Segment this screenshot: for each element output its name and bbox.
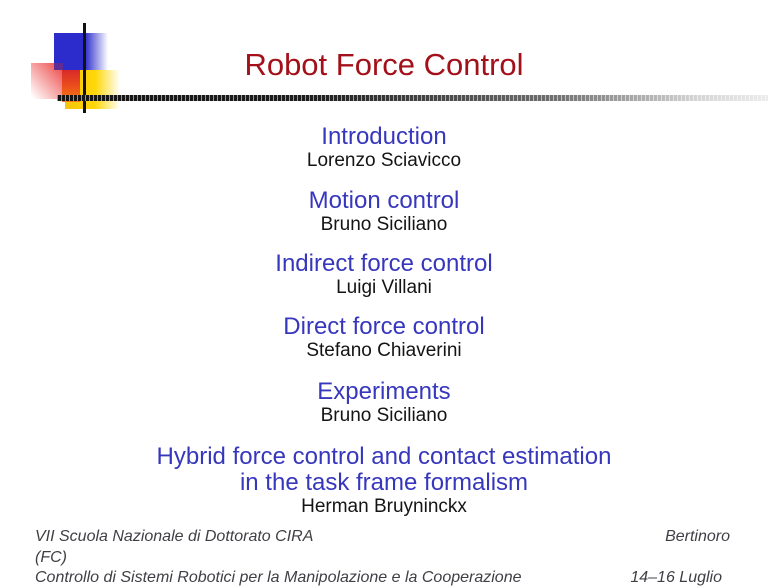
section-author: Stefano Chiaverini <box>306 340 462 361</box>
section-experiments <box>0 379 768 427</box>
section-author: Bruno Siciliano <box>320 214 448 235</box>
section-title: Experiments <box>317 378 451 405</box>
slide-title: Robot Force Control <box>244 47 524 82</box>
footer-date: 14–16 Luglio <box>630 569 722 586</box>
section-title-line1: Hybrid force control and contact estimation <box>156 443 612 470</box>
section-title: Introduction <box>321 123 447 150</box>
footer-event-name-2: (FC) <box>35 549 67 566</box>
section-hybrid-force-control <box>0 444 768 518</box>
section-title: Direct force control <box>283 313 485 340</box>
section-author: Lorenzo Sciavicco <box>306 150 462 171</box>
title-rule <box>57 95 768 101</box>
section-title: Motion control <box>308 187 460 214</box>
section-title: Indirect force control <box>275 250 493 277</box>
footer-location: Bertinoro <box>665 528 730 545</box>
footer-course-name: Controllo di Sistemi Robotici per la Manipolazione e la Cooperazione <box>35 569 522 586</box>
section-direct-force-control <box>0 314 768 362</box>
section-introduction <box>0 124 768 172</box>
section-motion-control <box>0 188 768 236</box>
section-author: Herman Bruyninckx <box>301 496 467 517</box>
section-title-line2: in the task frame formalism <box>239 469 529 496</box>
section-indirect-force-control <box>0 251 768 299</box>
section-author: Bruno Siciliano <box>320 405 448 426</box>
footer-event-name: VII Scuola Nazionale di Dottorato CIRA <box>35 528 314 545</box>
section-author: Luigi Villani <box>336 277 432 298</box>
